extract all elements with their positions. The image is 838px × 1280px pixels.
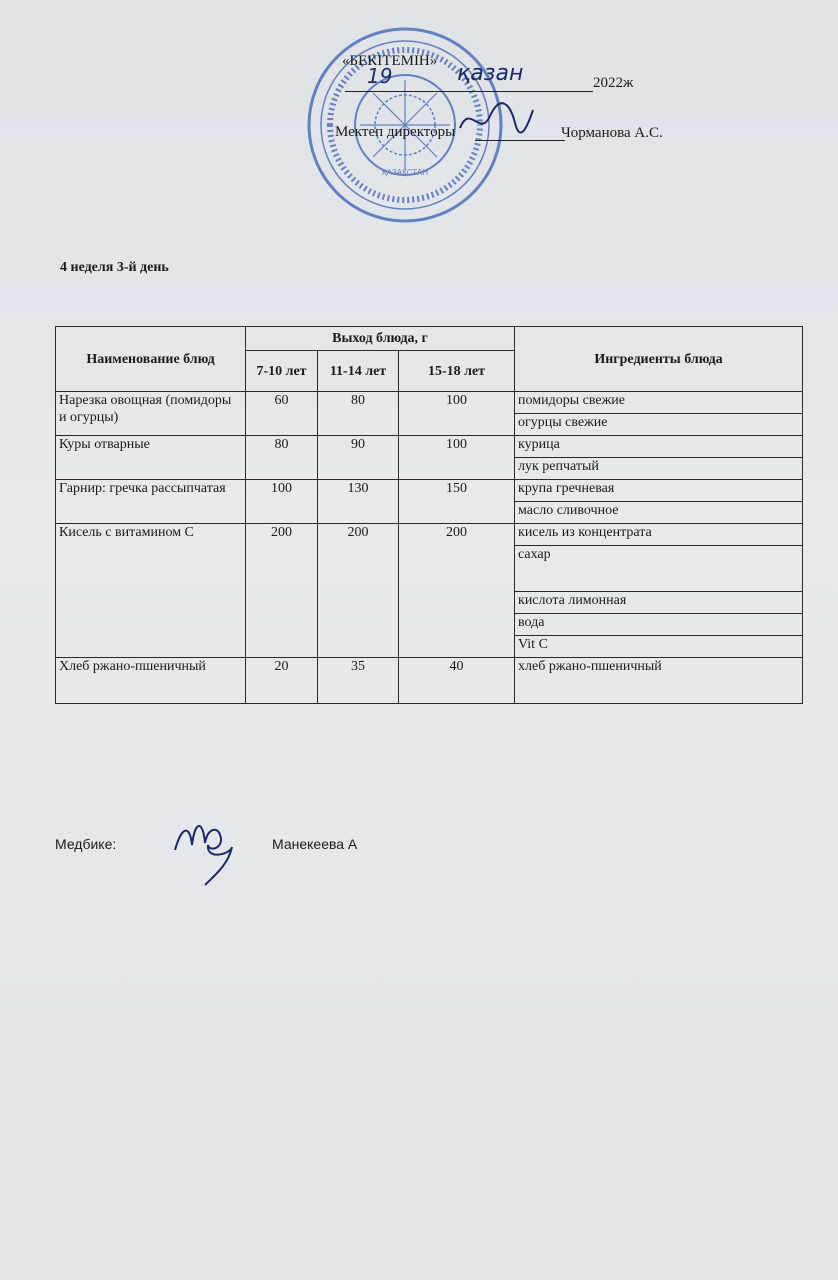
output-15-18: 40 [399,658,515,704]
dish-name: Кисель с витамином С [56,524,246,658]
director-signature [455,98,535,148]
handwritten-month: қазан [457,61,524,86]
table-row [56,392,803,414]
output-11-14: 90 [318,436,399,480]
header-age-3: 15-18 лет [399,351,515,392]
dish-name: Куры отварные [56,436,246,480]
output-7-10: 100 [246,480,318,524]
output-15-18: 100 [399,436,515,480]
output-7-10: 20 [246,658,318,704]
table-row [56,658,803,704]
output-7-10: 80 [246,436,318,480]
output-11-14: 200 [318,524,399,658]
nurse-signature [170,805,250,890]
approval-role: Мектеп директоры [335,124,456,140]
approval-date-line [345,61,634,92]
table-row [56,480,803,502]
header-ingredients: Ингредиенты блюда [515,327,803,392]
ingredient: хлеб ржано-пшеничный [515,658,803,704]
dish-name: Гарнир: гречка рассыпчатая [56,480,246,524]
output-11-14: 80 [318,392,399,436]
ingredient: вода [515,614,803,636]
header-age-1: 7-10 лет [246,351,318,392]
header-output: Выход блюда, г [246,327,515,351]
dish-name: Нарезка овощная (помидоры и огурцы) [56,392,246,436]
output-11-14: 35 [318,658,399,704]
ingredient: помидоры свежие [515,392,803,414]
ingredient: лук репчатый [515,458,803,480]
output-15-18: 100 [399,392,515,436]
ingredient: кисель из концентрата [515,524,803,546]
day-title: 4 неделя 3-й день [60,260,169,275]
ingredient: крупа гречневая [515,480,803,502]
ingredient: кислота лимонная [515,592,803,614]
ingredient: Vit C [515,636,803,658]
output-7-10: 200 [246,524,318,658]
approval-year: 2022ж [593,75,634,91]
output-11-14: 130 [318,480,399,524]
output-7-10: 60 [246,392,318,436]
menu-table [55,326,803,704]
header-dish-name: Наименование блюд [56,327,246,392]
header-age-2: 11-14 лет [318,351,399,392]
director-name: Чорманова А.С. [561,125,663,141]
handwritten-day: 19 [367,64,393,88]
ingredient: огурцы свежие [515,414,803,436]
output-15-18: 200 [399,524,515,658]
approval-heading: «БЕКІТЕМІН» [342,53,438,69]
ingredient: масло сливочное [515,502,803,524]
ingredient: сахар [515,546,803,592]
table-row [56,524,803,546]
ingredient: курица [515,436,803,458]
nurse-label: Медбике: [55,836,117,852]
table-row [56,436,803,458]
dish-name: Хлеб ржано-пшеничный [56,658,246,704]
output-15-18: 150 [399,480,515,524]
svg-text:ҚАЗАҚСТАН: ҚАЗАҚСТАН [382,168,428,177]
nurse-name: Манекеева А [272,836,358,852]
